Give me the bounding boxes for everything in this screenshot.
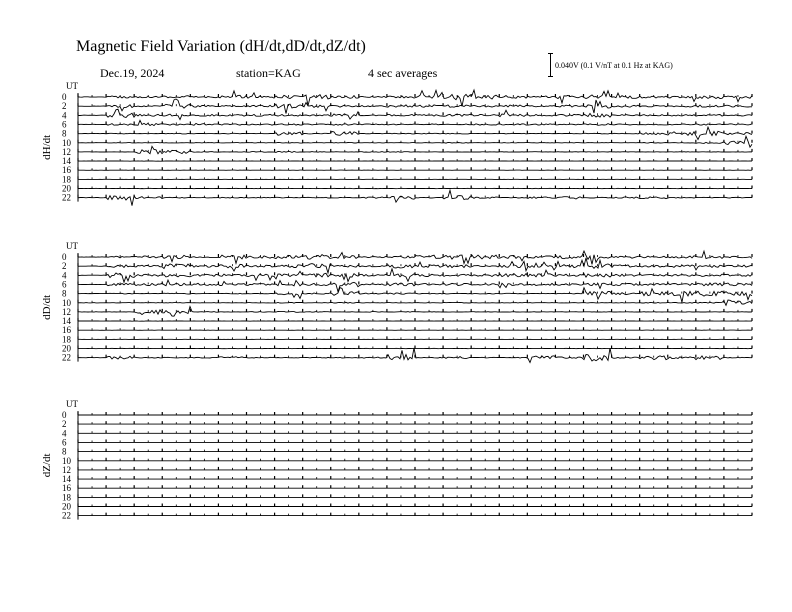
hour-tick-label: 0: [62, 252, 67, 262]
station-label: station=KAG: [236, 66, 301, 80]
hour-tick-label: 0: [62, 410, 67, 420]
hour-tick-label: 6: [62, 279, 67, 290]
averages-label: 4 sec averages: [368, 66, 438, 80]
hour-tick-label: 4: [62, 428, 67, 439]
trace-line: [78, 269, 752, 282]
hour-tick-label: 20: [62, 501, 71, 512]
hour-tick-label: 20: [62, 183, 71, 194]
trace-line: [78, 190, 752, 205]
trace-line: [78, 99, 752, 114]
hour-tick-label: 14: [62, 474, 71, 485]
trace-line: [78, 348, 752, 363]
hour-tick-label: 18: [62, 334, 71, 345]
trace-line: [78, 127, 752, 139]
hour-tick-label: 6: [62, 437, 67, 448]
hour-tick-label: 14: [62, 316, 71, 327]
hour-tick-label: 22: [62, 352, 71, 363]
trace-line: [78, 258, 752, 273]
hour-tick-label: 22: [62, 192, 71, 203]
date-label: Dec.19, 2024: [100, 66, 165, 80]
ut-label: UT: [66, 241, 78, 251]
hour-tick-label: 8: [62, 128, 67, 139]
hour-tick-label: 12: [62, 464, 71, 475]
hour-tick-label: 10: [62, 137, 71, 148]
hour-tick-label: 0: [62, 92, 67, 102]
panel-ylabel: dZ/dt: [41, 453, 53, 478]
hour-tick-label: 12: [62, 306, 71, 317]
hour-tick-label: 4: [62, 270, 67, 281]
hour-tick-label: 16: [62, 483, 71, 494]
hour-tick-label: 10: [62, 297, 71, 308]
hour-tick-label: 20: [62, 343, 71, 354]
hour-tick-label: 12: [62, 146, 71, 157]
chart-title: Magnetic Field Variation (dH/dt,dD/dt,dZ/dt): [76, 38, 366, 55]
hour-tick-label: 22: [62, 510, 71, 521]
ut-label: UT: [66, 399, 78, 409]
hour-tick-label: 18: [62, 174, 71, 185]
trace-line: [78, 307, 752, 317]
hour-tick-label: 2: [62, 261, 67, 272]
hour-tick-label: 2: [62, 419, 67, 430]
hour-tick-label: 2: [62, 101, 67, 112]
ut-label: UT: [66, 81, 78, 91]
hour-tick-label: 18: [62, 492, 71, 503]
hour-tick-label: 16: [62, 325, 71, 336]
hour-tick-label: 8: [62, 288, 67, 299]
hour-tick-label: 8: [62, 446, 67, 457]
hour-tick-label: 10: [62, 455, 71, 466]
scale-note: 0.040V (0.1 V/nT at 0.1 Hz at KAG): [555, 61, 673, 70]
hour-tick-label: 16: [62, 165, 71, 176]
hour-tick-label: 6: [62, 119, 67, 130]
panel-ylabel: dH/dt: [41, 134, 53, 160]
panel-ylabel: dD/dt: [41, 294, 53, 320]
hour-tick-label: 4: [62, 110, 67, 121]
hour-tick-label: 14: [62, 156, 71, 167]
trace-line: [78, 251, 752, 264]
